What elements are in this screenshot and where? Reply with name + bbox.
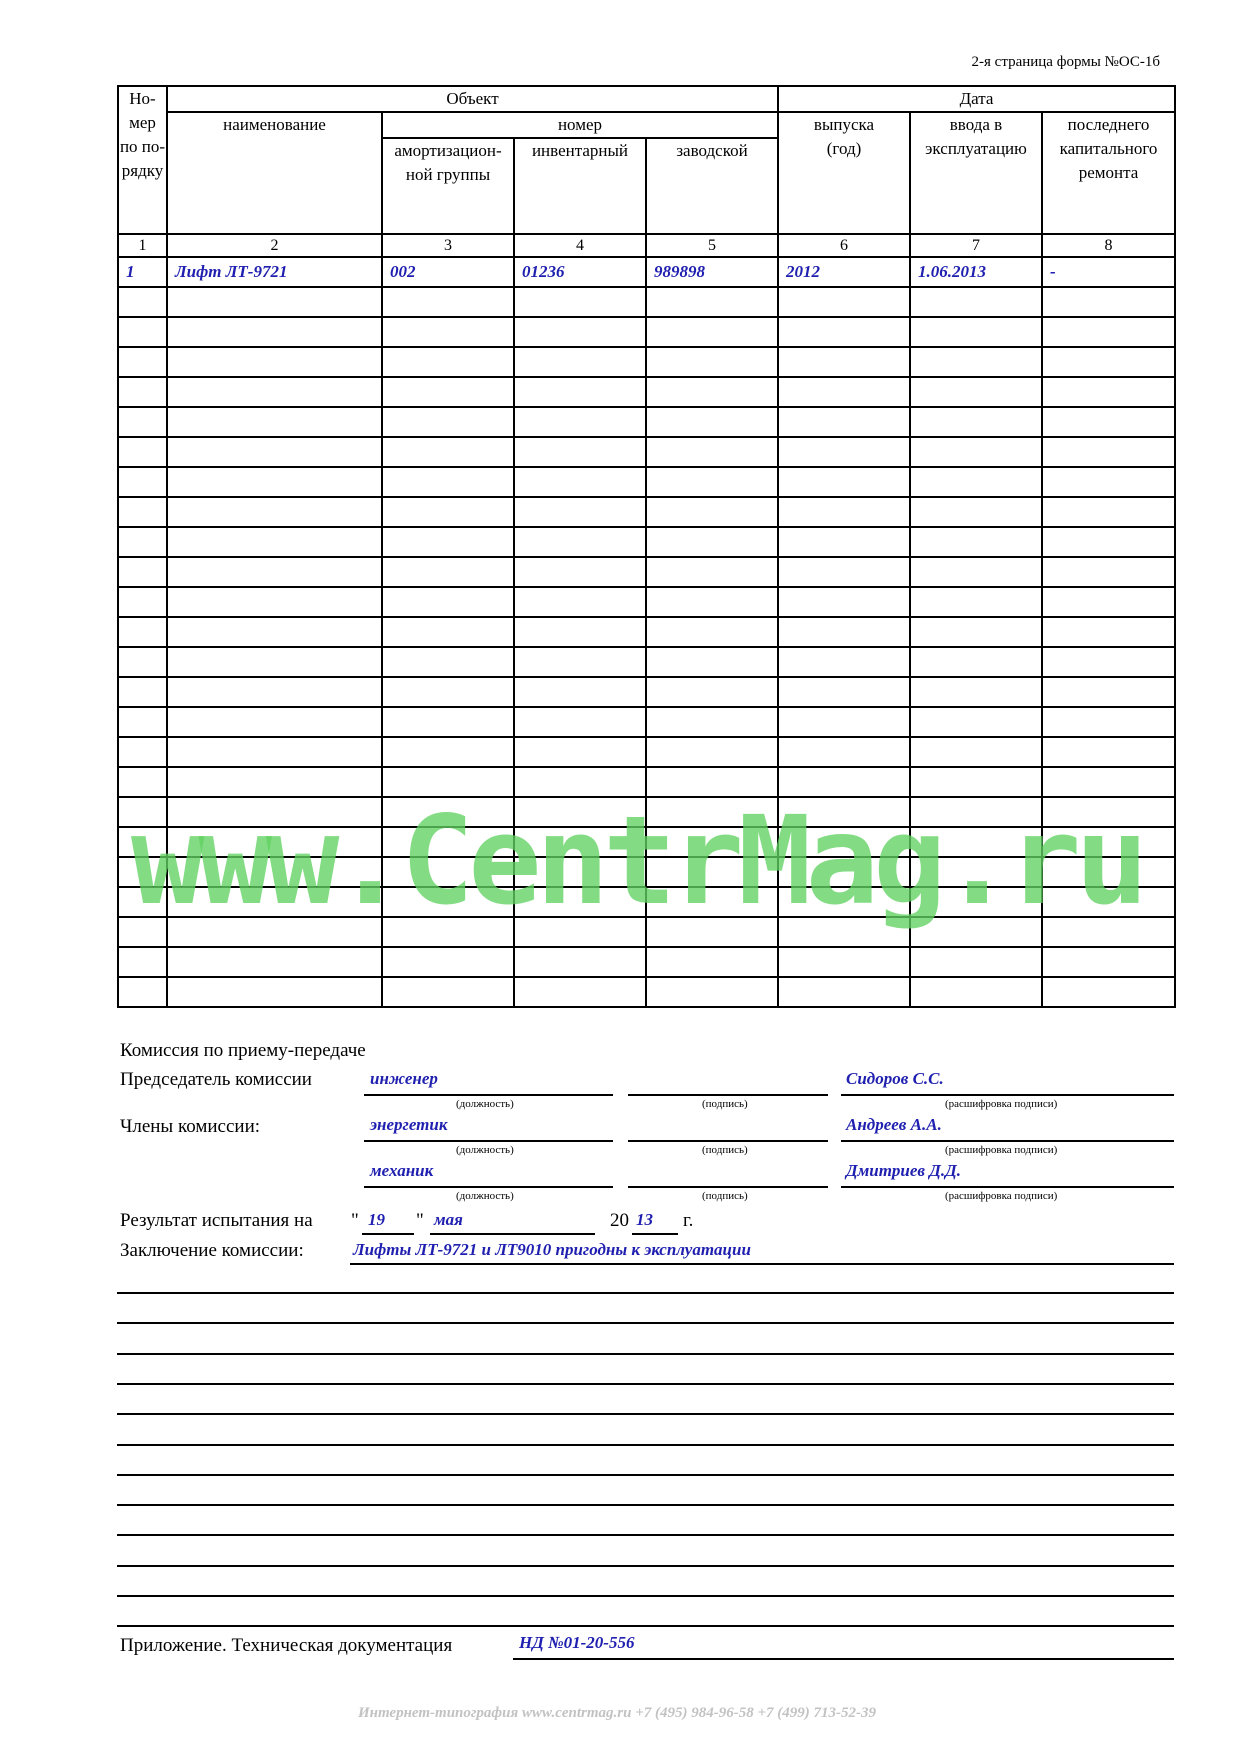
table-cell-empty[interactable] (118, 317, 167, 347)
table-row-empty (118, 437, 1175, 467)
appendix-value[interactable]: НД №01-20-556 (519, 1633, 635, 1652)
header-last-repair-line: капитального (1059, 139, 1158, 158)
table-cell-empty[interactable] (514, 377, 646, 407)
table-cell-empty[interactable] (646, 347, 778, 377)
header-order-number (118, 86, 167, 234)
header-last-repair-line: ремонта (1078, 163, 1139, 182)
table-cell-empty[interactable] (167, 737, 382, 767)
table-cell-empty[interactable] (910, 527, 1042, 557)
table-cell-empty[interactable] (118, 737, 167, 767)
column-number: 5 (646, 234, 778, 257)
table-cell-empty[interactable] (1042, 497, 1175, 527)
table-cell-empty[interactable] (910, 587, 1042, 617)
table-cell-empty[interactable] (514, 497, 646, 527)
table-row-empty (118, 737, 1175, 767)
table-cell-empty[interactable] (118, 497, 167, 527)
table-cell-empty[interactable] (382, 317, 514, 347)
table-cell-empty[interactable] (910, 377, 1042, 407)
table-cell-empty[interactable] (1042, 587, 1175, 617)
table-cell-empty[interactable] (118, 677, 167, 707)
table-cell-empty[interactable] (778, 287, 910, 317)
table-cell-empty[interactable] (167, 947, 382, 977)
table-row-empty (118, 347, 1175, 377)
form-page-label: 2-я страница формы №ОС-1б (971, 54, 1160, 70)
caption-position: (должность) (456, 1098, 514, 1110)
table-cell-empty[interactable] (1042, 977, 1175, 1007)
table-cell-empty[interactable] (1042, 287, 1175, 317)
table-cell-empty[interactable] (167, 557, 382, 587)
table-cell-empty[interactable] (1042, 347, 1175, 377)
table-cell-empty[interactable] (514, 977, 646, 1007)
row-order-number[interactable]: 1 (118, 257, 167, 287)
table-cell-empty[interactable] (646, 497, 778, 527)
member2-position-line (364, 1186, 613, 1188)
table-cell-empty[interactable] (167, 287, 382, 317)
table-row-empty (118, 407, 1175, 437)
table-cell-empty[interactable] (910, 467, 1042, 497)
row-last-repair[interactable]: - (1042, 257, 1175, 287)
table-cell-empty[interactable] (778, 347, 910, 377)
caption-decode: (расшифровка подписи) (945, 1098, 1058, 1110)
table-row-empty (118, 557, 1175, 587)
commission-heading: Комиссия по приему-передаче (120, 1040, 366, 1061)
caption-signature: (подпись) (702, 1098, 748, 1110)
conclusion-line (350, 1263, 1174, 1265)
table-cell-empty[interactable] (167, 587, 382, 617)
table-cell-empty[interactable] (910, 677, 1042, 707)
caption-decode: (расшифровка подписи) (945, 1190, 1058, 1202)
conclusion-rule-line (117, 1504, 1174, 1506)
member2-signature-line[interactable] (628, 1186, 828, 1188)
table-cell-empty[interactable] (118, 617, 167, 647)
table-cell-empty[interactable] (514, 947, 646, 977)
chairman-label: Председатель комиссии (120, 1069, 312, 1090)
conclusion-rule-line (117, 1565, 1174, 1567)
table-row-empty (118, 377, 1175, 407)
test-year-suffix: г. (683, 1210, 694, 1231)
table-cell-empty[interactable] (910, 977, 1042, 1007)
table-row-empty (118, 317, 1175, 347)
table-cell-empty[interactable] (1042, 407, 1175, 437)
test-day-line (362, 1233, 414, 1235)
caption-decode: (расшифровка подписи) (945, 1144, 1058, 1156)
table-cell-empty[interactable] (382, 977, 514, 1007)
conclusion-rule-line (117, 1322, 1174, 1324)
table-cell-empty[interactable] (778, 587, 910, 617)
column-number: 8 (1042, 234, 1175, 257)
column-number: 2 (167, 234, 382, 257)
table-cell-empty[interactable] (167, 677, 382, 707)
column-number: 1 (118, 234, 167, 257)
table-cell-empty[interactable] (167, 407, 382, 437)
table-cell-empty[interactable] (1042, 527, 1175, 557)
table-cell-empty[interactable] (646, 527, 778, 557)
table-cell-empty[interactable] (382, 407, 514, 437)
table-cell-empty[interactable] (382, 647, 514, 677)
header-inventory: инвентарный (514, 138, 646, 234)
table-cell-empty[interactable] (1042, 377, 1175, 407)
table-cell-empty[interactable] (1042, 467, 1175, 497)
table-cell-empty[interactable] (382, 287, 514, 317)
conclusion-label: Заключение комиссии: (120, 1240, 304, 1261)
table-cell-empty[interactable] (646, 467, 778, 497)
conclusion-rule-line (117, 1625, 1174, 1627)
table-cell-empty[interactable] (118, 467, 167, 497)
conclusion-rule-line (117, 1595, 1174, 1597)
table-cell-empty[interactable] (778, 677, 910, 707)
table-row-empty (118, 647, 1175, 677)
table-cell-empty[interactable] (118, 977, 167, 1007)
table-cell-empty[interactable] (514, 647, 646, 677)
table-cell-empty[interactable] (646, 617, 778, 647)
table-cell-empty[interactable] (646, 287, 778, 317)
member1-position-line (364, 1140, 613, 1142)
table-row-empty (118, 677, 1175, 707)
table-cell-empty[interactable] (167, 977, 382, 1007)
conclusion-rule-line (117, 1474, 1174, 1476)
test-day[interactable]: 19 (368, 1210, 385, 1229)
table-cell-empty[interactable] (1042, 737, 1175, 767)
table-cell-empty[interactable] (167, 347, 382, 377)
row-release-year[interactable]: 2012 (778, 257, 910, 287)
table-cell-empty[interactable] (514, 287, 646, 317)
table-cell-empty[interactable] (910, 317, 1042, 347)
table-cell-empty[interactable] (1042, 677, 1175, 707)
chairman-name-line (841, 1094, 1174, 1096)
table-cell-empty[interactable] (514, 707, 646, 737)
member1-position[interactable]: энергетик (370, 1115, 448, 1134)
table-cell-empty[interactable] (382, 707, 514, 737)
conclusion-rule-line (117, 1353, 1174, 1355)
table-cell-empty[interactable] (646, 647, 778, 677)
quote-open: " (351, 1210, 359, 1231)
table-cell-empty[interactable] (167, 467, 382, 497)
table-cell-empty[interactable] (514, 467, 646, 497)
table-cell-empty[interactable] (910, 437, 1042, 467)
test-year-line (632, 1233, 678, 1235)
table-cell-empty[interactable] (778, 707, 910, 737)
table-row-empty (118, 467, 1175, 497)
table-cell-empty[interactable] (514, 347, 646, 377)
table-cell-empty[interactable] (910, 947, 1042, 977)
table-cell-empty[interactable] (382, 497, 514, 527)
table-cell-empty[interactable] (646, 317, 778, 347)
row-inventory[interactable]: 01236 (514, 257, 646, 287)
test-month[interactable]: мая (434, 1210, 463, 1229)
header-release-year (778, 112, 910, 234)
header-commissioning (910, 112, 1042, 234)
table-cell-empty[interactable] (646, 707, 778, 737)
appendix-line (513, 1658, 1174, 1660)
table-cell-empty[interactable] (778, 377, 910, 407)
table-cell-empty[interactable] (646, 437, 778, 467)
table-cell-empty[interactable] (514, 407, 646, 437)
header-order-line: рядку (121, 161, 164, 180)
table-cell-empty[interactable] (1042, 617, 1175, 647)
table-cell-empty[interactable] (118, 647, 167, 677)
members-label: Члены комиссии: (120, 1116, 261, 1137)
column-number: 4 (514, 234, 646, 257)
table-cell-empty[interactable] (118, 347, 167, 377)
table-cell-empty[interactable] (910, 287, 1042, 317)
member1-name-line (841, 1140, 1174, 1142)
table-cell-empty[interactable] (514, 677, 646, 707)
chairman-signature-line[interactable] (628, 1094, 828, 1096)
test-result-label: Результат испытания на (120, 1210, 313, 1231)
header-date: Дата (778, 86, 1175, 112)
conclusion-text[interactable]: Лифты ЛТ-9721 и ЛТ9010 пригодны к эксплуатации (353, 1240, 751, 1259)
row-commissioning[interactable]: 1.06.2013 (910, 257, 1042, 287)
header-last-repair (1042, 112, 1175, 234)
conclusion-rule-line (117, 1413, 1174, 1415)
header-last-repair-line: последнего (1067, 115, 1150, 134)
header-order-line: Но- (129, 89, 156, 108)
table-row-empty (118, 977, 1175, 1007)
table-cell-empty[interactable] (910, 647, 1042, 677)
table-cell-empty[interactable] (167, 377, 382, 407)
table-cell-empty[interactable] (646, 587, 778, 617)
table-cell-empty[interactable] (382, 737, 514, 767)
table-cell-empty[interactable] (382, 437, 514, 467)
table-cell-empty[interactable] (910, 707, 1042, 737)
header-factory: заводской (646, 138, 778, 234)
row-factory[interactable]: 989898 (646, 257, 778, 287)
table-cell-empty[interactable] (382, 617, 514, 647)
table-cell-empty[interactable] (1042, 437, 1175, 467)
table-cell-empty[interactable] (778, 947, 910, 977)
table-cell-empty[interactable] (118, 587, 167, 617)
table-row-empty (118, 497, 1175, 527)
watermark: www.CentrMag.ru (131, 790, 1143, 932)
header-release-line: (год) (826, 139, 862, 158)
table-cell-empty[interactable] (382, 587, 514, 617)
member2-name-line (841, 1186, 1174, 1188)
table-cell-empty[interactable] (778, 497, 910, 527)
row-amort-group[interactable]: 002 (382, 257, 514, 287)
table-cell-empty[interactable] (167, 437, 382, 467)
member2-position[interactable]: механик (370, 1161, 434, 1180)
table-cell-empty[interactable] (1042, 947, 1175, 977)
table-row-empty (118, 587, 1175, 617)
table-cell-empty[interactable] (778, 557, 910, 587)
table-cell-empty[interactable] (910, 737, 1042, 767)
table-cell-empty[interactable] (514, 527, 646, 557)
table-cell-empty[interactable] (778, 617, 910, 647)
header-amort-line: ной группы (405, 165, 491, 184)
header-commissioning-line: эксплуатацию (925, 139, 1027, 158)
table-cell-empty[interactable] (778, 977, 910, 1007)
table-cell-empty[interactable] (1042, 557, 1175, 587)
chairman-position-line (364, 1094, 613, 1096)
table-cell-empty[interactable] (382, 377, 514, 407)
table-cell-empty[interactable] (514, 437, 646, 467)
row-name[interactable]: Лифт ЛТ-9721 (167, 257, 382, 287)
header-release-line: выпуска (813, 115, 875, 134)
table-cell-empty[interactable] (646, 407, 778, 437)
table-cell-empty[interactable] (382, 677, 514, 707)
conclusion-rule-line (117, 1534, 1174, 1536)
table-cell-empty[interactable] (910, 557, 1042, 587)
table-row-empty (118, 617, 1175, 647)
table-cell-empty[interactable] (778, 407, 910, 437)
table-cell-empty[interactable] (778, 527, 910, 557)
test-century: 20 (610, 1210, 629, 1231)
table-cell-empty[interactable] (910, 407, 1042, 437)
table-cell-empty[interactable] (167, 527, 382, 557)
column-number: 3 (382, 234, 514, 257)
column-number: 6 (778, 234, 910, 257)
header-amort-line: амортизацион- (394, 141, 502, 160)
table-cell-empty[interactable] (646, 557, 778, 587)
conclusion-rule-line (117, 1383, 1174, 1385)
table-cell-empty[interactable] (382, 527, 514, 557)
table-cell-empty[interactable] (118, 437, 167, 467)
header-object: Объект (167, 86, 778, 112)
caption-position: (должность) (456, 1144, 514, 1156)
table-cell-empty[interactable] (118, 287, 167, 317)
table-cell-empty[interactable] (514, 617, 646, 647)
caption-signature: (подпись) (702, 1190, 748, 1202)
table-cell-empty[interactable] (778, 437, 910, 467)
table-cell-empty[interactable] (910, 347, 1042, 377)
member2-name[interactable]: Дмитриев Д.Д. (846, 1161, 962, 1180)
table-cell-empty[interactable] (167, 617, 382, 647)
table-cell-empty[interactable] (910, 497, 1042, 527)
table-cell-empty[interactable] (514, 587, 646, 617)
table-cell-empty[interactable] (167, 497, 382, 527)
table-cell-empty[interactable] (382, 947, 514, 977)
table-cell-empty[interactable] (1042, 647, 1175, 677)
table-cell-empty[interactable] (118, 407, 167, 437)
table-cell-empty[interactable] (778, 317, 910, 347)
table-cell-empty[interactable] (514, 737, 646, 767)
header-order-line: по по- (119, 137, 166, 156)
caption-position: (должность) (456, 1190, 514, 1202)
table-cell-empty[interactable] (910, 617, 1042, 647)
table-row (118, 257, 1175, 287)
member1-signature-line[interactable] (628, 1140, 828, 1142)
conclusion-rule-line (117, 1444, 1174, 1446)
table-cell-empty[interactable] (167, 707, 382, 737)
table-cell-empty[interactable] (646, 677, 778, 707)
table-cell-empty[interactable] (118, 557, 167, 587)
header-name: наименование (167, 112, 382, 234)
chairman-name[interactable]: Сидоров С.С. (846, 1069, 944, 1088)
table-row-empty (118, 707, 1175, 737)
table-row-empty (118, 287, 1175, 317)
caption-signature: (подпись) (702, 1144, 748, 1156)
table-cell-empty[interactable] (167, 647, 382, 677)
table-cell-empty[interactable] (118, 377, 167, 407)
table-cell-empty[interactable] (778, 467, 910, 497)
table-cell-empty[interactable] (778, 737, 910, 767)
chairman-position[interactable]: инженер (370, 1069, 438, 1088)
table-cell-empty[interactable] (514, 557, 646, 587)
table-cell-empty[interactable] (646, 977, 778, 1007)
table-cell-empty[interactable] (118, 947, 167, 977)
table-cell-empty[interactable] (118, 707, 167, 737)
table-cell-empty[interactable] (382, 467, 514, 497)
conclusion-rule-line (117, 1292, 1174, 1294)
quote-close: " (416, 1210, 424, 1231)
table-cell-empty[interactable] (1042, 707, 1175, 737)
header-amort-group (382, 138, 514, 234)
table-cell-empty[interactable] (382, 557, 514, 587)
table-cell-empty[interactable] (1042, 317, 1175, 347)
appendix-label: Приложение. Техническая документация (120, 1635, 453, 1656)
test-month-line (430, 1233, 595, 1235)
table-cell-empty[interactable] (646, 947, 778, 977)
table-cell-empty[interactable] (118, 527, 167, 557)
table-cell-empty[interactable] (514, 317, 646, 347)
table-row-empty (118, 947, 1175, 977)
header-order-line: мер (129, 113, 156, 132)
table-cell-empty[interactable] (382, 347, 514, 377)
test-year[interactable]: 13 (636, 1210, 653, 1229)
table-cell-empty[interactable] (167, 317, 382, 347)
table-row-empty (118, 527, 1175, 557)
header-commissioning-line: ввода в (949, 115, 1003, 134)
table-cell-empty[interactable] (646, 737, 778, 767)
table-cell-empty[interactable] (778, 647, 910, 677)
column-number: 7 (910, 234, 1042, 257)
header-number: номер (382, 112, 778, 138)
table-cell-empty[interactable] (646, 377, 778, 407)
footer-contacts: Интернет-типография www.centrmag.ru +7 (495) 984-96-58 +7 (499) 713-52-39 (357, 1705, 877, 1721)
member1-name[interactable]: Андреев А.А. (846, 1115, 942, 1134)
